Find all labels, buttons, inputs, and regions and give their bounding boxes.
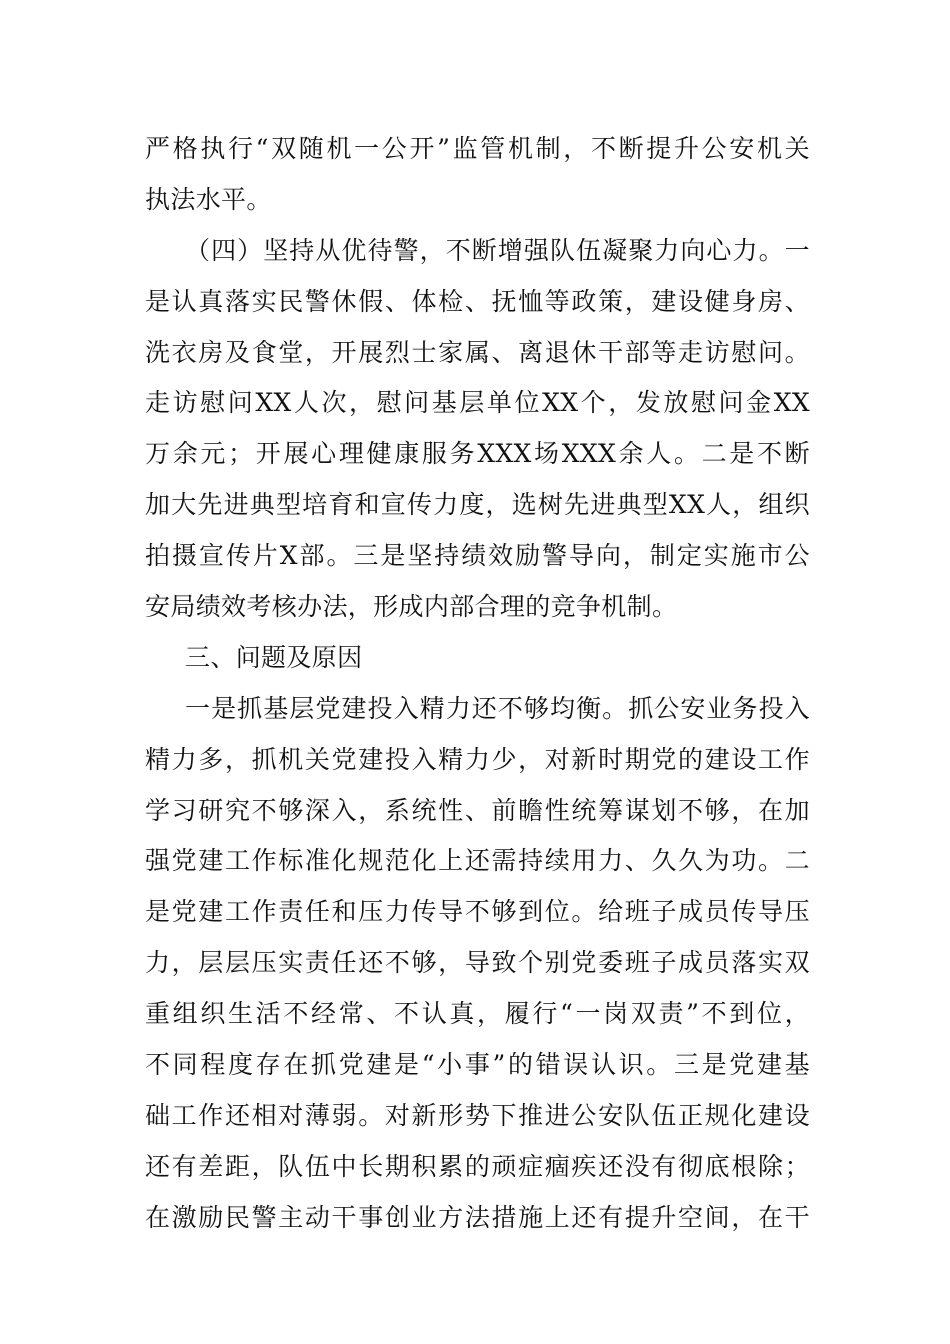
text-line: 精力多，抓机关党建投入精力少，对新时期党的建设工作 [145,744,810,774]
text-line: 安局绩效考核办法，形成内部合理的竞争机制。 [145,592,678,622]
text-line: 执法水平。 [145,184,272,214]
text-line: 学习研究不够深入，系统性、前瞻性统筹谋划不够，在加 [145,795,810,825]
section-heading-4: （四）坚持从优待警，不断增强队伍凝聚力向心力。一 [185,235,810,265]
body-text [145,124,810,1244]
text-line: 严格执行“双随机一公开”监管机制，不断提升公安机关 [145,134,810,163]
text-line: 一是抓基层党建投入精力还不够均衡。抓公安业务投入 [185,693,810,723]
text-line: 础工作还相对薄弱。对新形势下推进公安队伍正规化建设 [145,1100,810,1130]
text-line: 在激励民警主动干事创业方法措施上还有提升空间，在干 [145,1202,810,1232]
text-line: 洗衣房及食堂，开展烈士家属、离退休干部等走访慰问。 [145,337,810,367]
text-line: 重组织生活不经常、不认真，履行“一岗双责”不到位， [145,999,810,1029]
text-line: 拍摄宣传片X部。三是坚持绩效励警导向，制定实施市公 [145,541,810,571]
text-line: 不同程度存在抓党建是“小事”的错误认识。三是党建基 [145,1050,810,1080]
section-heading-3: 三、问题及原因 [185,642,363,672]
text-line: 加大先进典型培育和宣传力度，选树先进典型XX人，组织 [145,490,810,520]
text-line: 强党建工作标准化规范化上还需持续用力、久久为功。二 [145,846,810,876]
text-line: 走访慰问XX人次，慰问基层单位XX个，发放慰问金XX [145,388,810,418]
text-line: 是党建工作责任和压力传导不够到位。给班子成员传导压 [145,897,810,927]
text-line: 力，层层压实责任还不够，导致个别党委班子成员落实双 [145,948,810,978]
text-line: 万余元；开展心理健康服务XXX场XXX余人。二是不断 [145,439,810,469]
text-line: 是认真落实民警休假、体检、抚恤等政策，建设健身房、 [145,286,810,316]
text-line: 还有差距，队伍中长期积累的顽症痼疾还没有彻底根除； [145,1151,810,1181]
